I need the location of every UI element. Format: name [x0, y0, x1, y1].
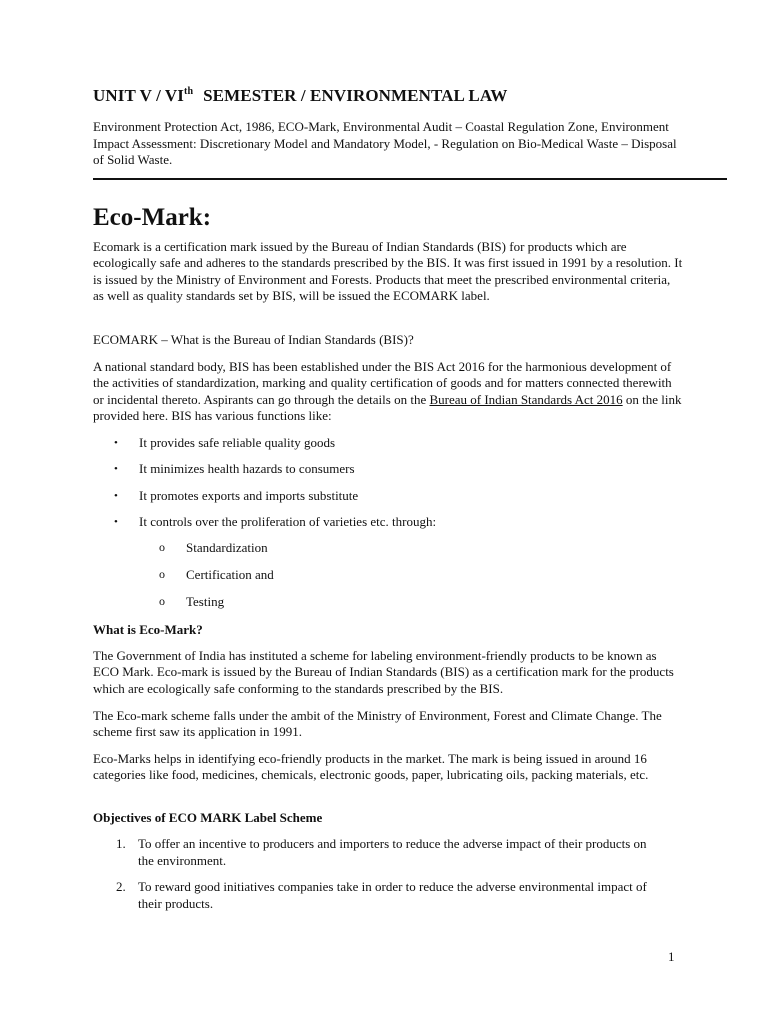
bullet-dot-icon: • [114, 516, 118, 528]
bis-act-link[interactable]: Bureau of Indian Standards Act 2016 [429, 391, 623, 407]
bullet-text: It provides safe reliable quality goods [139, 435, 336, 450]
bullet-text: It controls over the proliferation of varieties etc. through: [139, 514, 437, 529]
title-unit-text: UNIT V / VI [93, 86, 185, 105]
what-is-heading: What is Eco-Mark? [93, 622, 203, 637]
item-number: 2. [116, 879, 126, 894]
bullet-text: It promotes exports and imports substitute [139, 488, 359, 503]
what-is-paragraph-2: The Eco-mark scheme falls under the ambit of the Ministry of Environment, Forest and Climate Change. The scheme first saw its application in 1991. [93, 708, 662, 740]
sub-bullet-text: Testing [186, 594, 225, 609]
bis-question: ECOMARK – What is the Bureau of Indian Standards (BIS)? [93, 332, 414, 347]
circle-bullet-icon: o [159, 540, 165, 554]
bis-text-after: on the link provided here. BIS has various functions like: [93, 391, 682, 423]
sub-bullet-text: Certification and [186, 567, 274, 582]
bis-paragraph [93, 359, 683, 424]
objectives-heading: Objectives of ECO MARK Label Scheme [93, 810, 323, 825]
bullet-text: It minimizes health hazards to consumers [139, 461, 355, 476]
title-superscript: th [184, 86, 194, 97]
item-text: To reward good initiatives companies take in order to reduce the adverse environmental impact of their products. [138, 879, 647, 911]
bis-text-before: A national standard body, BIS has been established under the BIS Act 2016 for the harmonious development of the activities of standardization, marking and quality certification of goods and for matters connected therewith or incidental thereto. Aspirants can go through the details on the [93, 359, 672, 407]
header-divider [93, 178, 727, 180]
page-number: 1 [668, 949, 675, 964]
circle-bullet-icon: o [159, 567, 165, 581]
ecomark-intro: Ecomark is a certification mark issued by the Bureau of Indian Standards (BIS) for products which are ecologically safe and adheres to the standards prescribed by the BIS. It was first issued in 1991 by a resolution. It is issued by the Ministry of Environment and Forests. Products that meet the prescribed environmental criteria, as well as quality standards set by BIS, will be issued the ECOMARK label. [93, 239, 683, 303]
what-is-paragraph-1: The Government of India has instituted a scheme for labeling environment-friendly products to be known as ECO Mark. Eco-mark is issued by the Bureau of Indian Standards (BIS) as a certification mark for the products which are ecologically safe conforming to the standards prescribed by the BIS. [93, 648, 674, 696]
what-is-paragraph-3: Eco-Marks helps in identifying eco-friendly products in the market. The mark is being issued in around 16 categories like food, medicines, chemicals, electronic goods, paper, lubricating oils, packing materials, etc. [93, 751, 649, 783]
circle-bullet-icon: o [159, 594, 165, 608]
item-number: 1. [116, 836, 126, 851]
title-semester-text: SEMESTER / ENVIRONMENTAL LAW [203, 86, 508, 105]
unit-title [93, 86, 507, 106]
sub-bullet-text: Standardization [186, 540, 268, 555]
bullet-dot-icon: • [114, 437, 118, 449]
bullet-dot-icon: • [114, 490, 118, 502]
bullet-dot-icon: • [114, 463, 118, 475]
item-text: To offer an incentive to producers and importers to reduce the adverse impact of their products on the environment. [138, 836, 647, 868]
unit-topics: Environment Protection Act, 1986, ECO-Mark, Environmental Audit – Coastal Regulation Zone, Environment Impact Assessment: Discretionary Model and Mandatory Model, - Regulation on Bio-Medical Waste – Disposal of Solid Waste. [93, 119, 677, 167]
section-heading: Eco-Mark: [93, 204, 212, 231]
